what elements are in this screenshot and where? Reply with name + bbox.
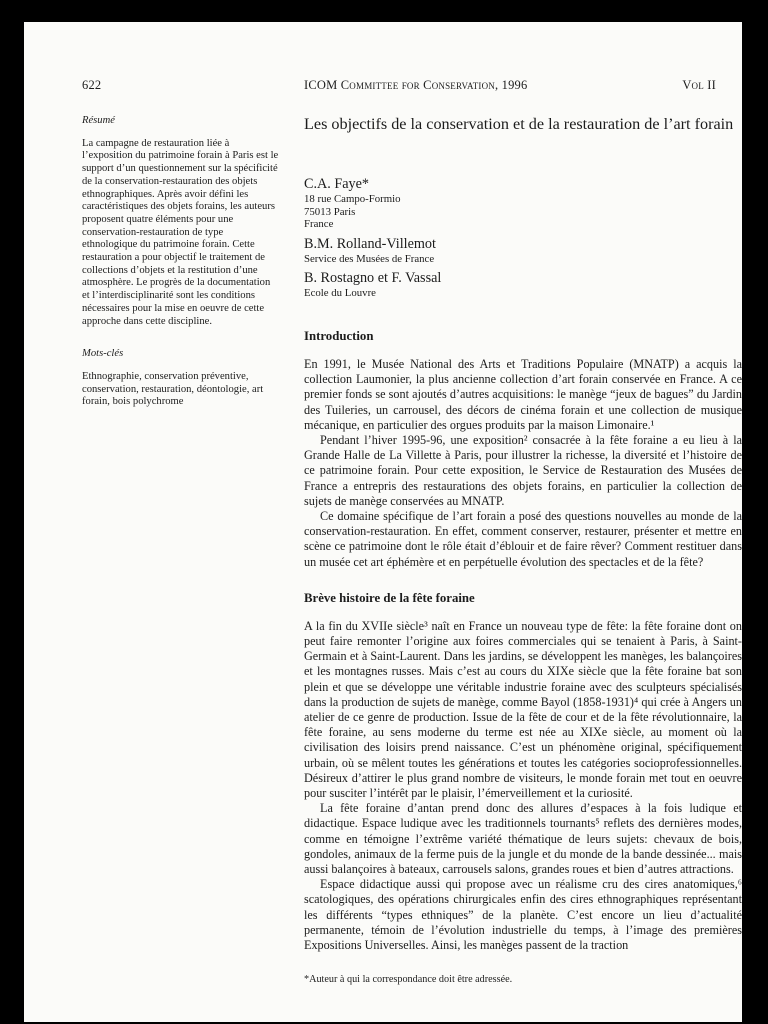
section-introduction — [304, 329, 742, 570]
resume-heading: Résumé — [82, 115, 115, 126]
main-column — [304, 115, 742, 974]
volume-label: Vol II — [682, 78, 716, 92]
journal-title: ICOM Committee for Conservation, 1996 — [304, 78, 528, 92]
body-paragraph: Ce domaine spécifique de l’art forain a posé des questions nouvelles au monde de la conservation-restauration. En effet, comment conserver, restaurer, présenter et mettre en scène ce patrimoine dont le rôle était d’éblouir et de faire rêver? Comment restituer dans un musée cet art éphémère et en perpétuelle évolution des spectacles et de la fête? — [304, 509, 742, 569]
running-header — [82, 78, 716, 94]
author-name: B. Rostagno et F. Vassal — [304, 270, 442, 287]
author-affiliation: Service des Musées de France — [304, 252, 435, 265]
author-affiliation: Ecole du Louvre — [304, 287, 376, 300]
author-name: B.M. Rolland-Villemot — [304, 235, 436, 252]
body-paragraph: En 1991, le Musée National des Arts et Traditions Populaire (MNATP) a acquis la collection Laumonier, la plus ancienne collection d’art forain conservée en France. A ce premier fonds se sont ajoutés d’autres acquisitions: le manège “jeux de bagues” du Jardin des Tuileries, un carrousel, des décors de cinéma forain et une collection de musique mécanique, en particulier des orgues produits par la maison Limonaire.¹ — [304, 356, 742, 432]
author-block — [304, 236, 742, 266]
section-heading: Brève histoire de la fête foraine — [304, 590, 475, 605]
author-name: C.A. Faye* — [304, 176, 370, 192]
keywords-text: Ethnographie, conservation préventive, conservation, restauration, déontologie, art forain, bois polychrome — [82, 370, 264, 408]
keywords-heading: Mots-clés — [82, 348, 124, 360]
author-address: France — [304, 218, 334, 231]
author-block — [304, 176, 742, 231]
sidebar-column — [82, 115, 280, 429]
body-paragraph: La fête foraine d’antan prend donc des allures d’espaces à la fois ludique et didactique. Espace ludique avec les traditionnels tournants⁵ reflets des dernières modes, comme en témoigne l’extrême variété thématique de leurs sujets: chevaux de bois, gondoles, animaux de la ferme puis de la jungle et du monde de la bande dessinée... mais aussi balançoires à bateaux, carrousels salons, grandes roues et bien d’autres attractions. — [304, 801, 742, 877]
article-title: Les objectifs de la conservation et de la restauration de l’art forain — [304, 115, 734, 133]
resume-text: La campagne de restauration liée à l’exposition du patrimoine forain à Paris est le support d’un questionnement sur la spécificité de la conservation-restauration des objets ethnographiques. Après avoir défini les caractéristiques des objets forains, les auteurs proposent quatre éléments pour une conservation-restauration de type ethnologique du patrimoine forain. Cette restauration a pour objectif le traitement de collections d’objets et la restitution d’une atmosphère. Le progrès de la documentation et l’interdisciplinarité sont les conditions nécessaires pour la mise en oeuvre de cette approche dans cette discipline. — [82, 137, 279, 327]
author-address: 75013 Paris — [304, 205, 356, 218]
section-history — [304, 591, 742, 953]
body-paragraph: Pendant l’hiver 1995-96, une exposition² consacrée à la fête foraine a eu lieu à la Grande Halle de La Villette à Paris, pour illustrer la richesse, la diversité et l’histoire de ce patrimoine forain. Pour cette exposition, le Service de Restauration des Musées de France a entrepris des restaurations des objets forains, en particulier la collection de sujets de manège conservées au MNATP. — [304, 432, 742, 508]
page-sheet — [24, 22, 742, 1022]
author-block — [304, 270, 742, 300]
body-paragraph: Espace didactique aussi qui propose avec un réalisme cru des cires anatomiques,⁶ scatologiques, des opérations chirurgicales enfin des cires ethnographiques représentant les différents “types ethniques” de la planète. C’est encore un lieu d’actualité permanente, témoin de l’évolution industrielle du temps, à l’image des premières Expositions Universelles. Ainsi, les manèges passent de la traction — [304, 877, 742, 953]
author-address: 18 rue Campo-Formio — [304, 193, 401, 205]
body-paragraph: A la fin du XVIIe siècle³ naît en France un nouveau type de fête: la fête foraine dont on peut faire remonter l’origine aux foires commerciales qui se tenaient à Paris, à Saint-Germain et à Saint-Laurent. Dans les jardins, se développent les manèges, les balançoires et les montagnes russes. Mais c’est au cours du XIXe siècle que la fête foraine bat son plein et que se développe une véritable industrie foraine avec des sculpteurs spécialisés dans la production de sujets de manège, comme Bayol (1858-1931)⁴ qui crée à Angers un atelier de ce genre de production. Issue de la fête de cour et de la fête révolutionnaire, la fête foraine, au sens moderne du terme est née au XIXe siècle, au moment où la civilisation des loisirs prend naissance. C’est un phénomène original, spécifiquement urbain, où se mêlent toutes les générations et toutes les catégories socioprofessionnelles. Désireux d’attirer le plus grand nombre de visiteurs, le monde forain met tout en oeuvre pour susciter l’intérêt par le plaisir, l’émerveillement et la curiosité. — [304, 618, 742, 801]
section-heading: Introduction — [304, 328, 374, 343]
footnote: *Auteur à qui la correspondance doit être adressée. — [304, 974, 513, 985]
page-number: 622 — [82, 78, 102, 92]
